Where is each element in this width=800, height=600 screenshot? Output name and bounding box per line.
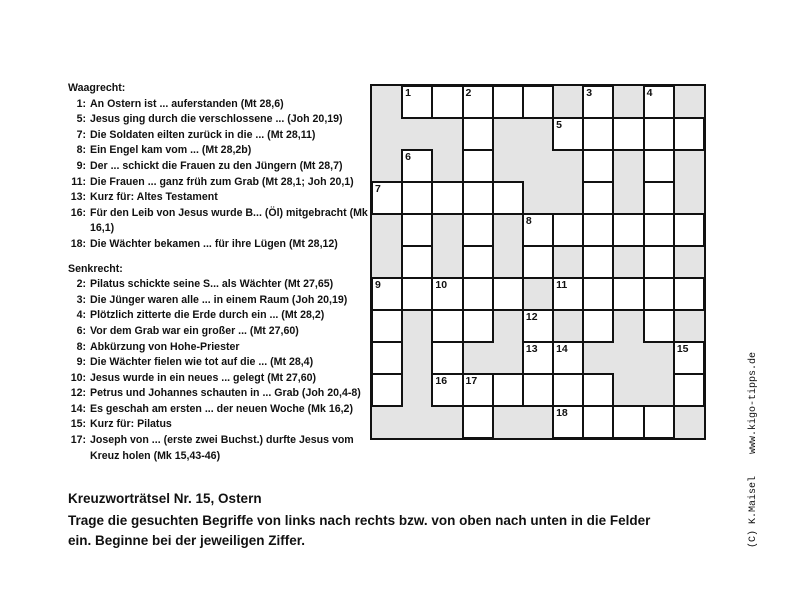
answer-cell[interactable] — [432, 182, 462, 214]
answer-cell[interactable] — [523, 246, 553, 278]
clue-item — [68, 206, 368, 237]
answer-cell[interactable] — [372, 278, 402, 310]
answer-cell[interactable] — [674, 342, 704, 374]
answer-cell[interactable] — [613, 406, 643, 438]
clue-text: Jesus ging durch die verschlossene ... (Joh 20,19) — [90, 113, 343, 126]
answer-cell[interactable] — [553, 406, 583, 438]
blocked-cell — [523, 118, 553, 150]
blocked-cell — [553, 86, 583, 118]
down-clues — [68, 277, 368, 464]
clue-text: Vor dem Grab war ein großer ... (Mt 27,60) — [90, 324, 299, 337]
clue-text: An Ostern ist ... auferstanden (Mt 28,6) — [90, 97, 284, 110]
blocked-cell — [613, 374, 643, 406]
clue-text: Joseph von ... (erste zwei Buchst.) durfte Jesus vom Kreuz holen (Mk 15,43-46) — [90, 434, 354, 462]
clue-text: Kurz für: Altes Testament — [90, 191, 218, 204]
answer-cell[interactable] — [644, 118, 674, 150]
blocked-cell — [372, 118, 402, 150]
clue-text: Jesus wurde in ein neues ... gelegt (Mt 27,60) — [90, 371, 317, 384]
answer-cell[interactable] — [553, 214, 583, 246]
blocked-cell — [553, 182, 583, 214]
answer-cell[interactable] — [613, 214, 643, 246]
clue-number: 2: — [76, 278, 86, 291]
answer-cell[interactable] — [523, 374, 553, 406]
answer-cell[interactable] — [583, 118, 613, 150]
clue-item — [68, 159, 368, 175]
clue-item — [68, 143, 368, 159]
answer-cell[interactable] — [583, 182, 613, 214]
answer-cell[interactable] — [583, 310, 613, 342]
blocked-cell — [493, 406, 523, 438]
clue-text: Petrus und Johannes schauten in ... Grab (Joh 20,4-8) — [90, 387, 361, 400]
blocked-cell — [674, 246, 704, 278]
blocked-cell — [674, 86, 704, 118]
answer-cell[interactable] — [613, 278, 643, 310]
blocked-cell — [402, 374, 432, 406]
clue-number: 17: — [70, 434, 86, 447]
answer-cell[interactable] — [583, 214, 613, 246]
blocked-cell — [583, 342, 613, 374]
clue-item — [68, 175, 368, 191]
blocked-cell — [432, 246, 462, 278]
blocked-cell — [493, 118, 523, 150]
answer-cell[interactable] — [463, 86, 493, 118]
blocked-cell — [613, 310, 643, 342]
clue-text: Die Jünger waren alle ... in einem Raum (Joh 20,19) — [90, 293, 348, 306]
blocked-cell — [553, 310, 583, 342]
cell-number: 2 — [465, 87, 472, 99]
clue-list — [68, 81, 368, 464]
clue-item — [68, 190, 368, 206]
clue-item — [68, 417, 368, 433]
answer-cell[interactable] — [493, 278, 523, 310]
answer-cell[interactable] — [402, 182, 432, 214]
answer-cell[interactable] — [644, 182, 674, 214]
clue-item — [68, 386, 368, 402]
blocked-cell — [493, 246, 523, 278]
cell-number: 9 — [375, 279, 381, 291]
answer-cell[interactable] — [372, 182, 402, 214]
answer-cell[interactable] — [583, 374, 613, 406]
blocked-cell — [553, 150, 583, 182]
answer-cell[interactable] — [644, 86, 674, 118]
clue-number: 6: — [76, 324, 86, 337]
clue-text: Die Wächter fielen wie tot auf die ... (Mt 28,4) — [90, 356, 314, 369]
blocked-cell — [523, 150, 553, 182]
clue-text: Kurz für: Pilatus — [90, 418, 172, 431]
clue-number: 16: — [70, 206, 86, 219]
clue-number: 5: — [76, 113, 86, 126]
clue-text: Pilatus schickte seine S... als Wächter (Mt 27,65) — [90, 278, 334, 291]
blocked-cell — [402, 342, 432, 374]
clue-number: 4: — [76, 309, 86, 322]
answer-cell[interactable] — [402, 214, 432, 246]
answer-cell[interactable] — [644, 406, 674, 438]
blocked-cell — [432, 406, 462, 438]
cell-number: 18 — [556, 407, 568, 419]
answer-cell[interactable] — [372, 310, 402, 342]
clue-text: Abkürzung von Hohe-Priester — [90, 340, 240, 353]
answer-cell[interactable] — [463, 150, 493, 182]
answer-cell[interactable] — [432, 342, 462, 374]
clue-text: Plötzlich zitterte die Erde durch ein ... (Mt 28,2) — [90, 309, 325, 322]
clue-item — [68, 402, 368, 418]
cell-number: 6 — [405, 151, 412, 163]
answer-cell[interactable] — [402, 278, 432, 310]
cell-number: 12 — [525, 311, 538, 323]
clue-number: 13: — [70, 191, 86, 204]
crossword-grid — [370, 84, 706, 440]
answer-cell[interactable] — [553, 374, 583, 406]
answer-cell[interactable] — [644, 214, 674, 246]
author-credit: (C) K.Maisel — [748, 475, 759, 548]
blocked-cell — [674, 182, 704, 214]
blocked-cell — [674, 310, 704, 342]
blocked-cell — [372, 246, 402, 278]
answer-cell[interactable] — [644, 150, 674, 182]
clue-text: Ein Engel kam vom ... (Mt 28,2b) — [90, 144, 252, 157]
answer-cell[interactable] — [432, 278, 462, 310]
blocked-cell — [372, 406, 402, 438]
across-clues — [68, 97, 368, 253]
clue-number: 18: — [70, 237, 86, 250]
answer-cell[interactable] — [432, 310, 462, 342]
blocked-cell — [372, 214, 402, 246]
clue-number: 15: — [70, 418, 86, 431]
cell-number: 5 — [556, 119, 562, 131]
answer-cell[interactable] — [463, 406, 493, 438]
website-credit: www.kigo-tipps.de — [748, 351, 759, 454]
blocked-cell — [463, 342, 493, 374]
clue-number: 9: — [76, 159, 86, 172]
clue-item — [68, 371, 368, 387]
answer-cell[interactable] — [583, 86, 613, 118]
answer-cell[interactable] — [553, 118, 583, 150]
answer-cell[interactable] — [583, 246, 613, 278]
answer-cell[interactable] — [463, 374, 493, 406]
instructions: Trage die gesuchten Begriffe von links nach rechts bzw. von oben nach unten in die Felder ein. Beginne bei der jeweiligen Ziffer. — [68, 513, 651, 548]
clue-number: 7: — [76, 128, 86, 141]
clue-number: 9: — [76, 356, 86, 369]
blocked-cell — [674, 406, 704, 438]
answer-cell[interactable] — [432, 374, 462, 406]
clue-number: 12: — [70, 387, 86, 400]
blocked-cell — [613, 86, 643, 118]
answer-cell[interactable] — [463, 246, 493, 278]
answer-cell[interactable] — [644, 310, 674, 342]
blocked-cell — [493, 214, 523, 246]
answer-cell[interactable] — [402, 246, 432, 278]
answer-cell[interactable] — [674, 374, 704, 406]
blocked-cell — [493, 310, 523, 342]
blocked-cell — [372, 150, 402, 182]
answer-cell[interactable] — [553, 278, 583, 310]
clue-item — [68, 293, 368, 309]
clue-item — [68, 308, 368, 324]
answer-cell[interactable] — [674, 214, 704, 246]
clue-item — [68, 277, 368, 293]
blocked-cell — [613, 150, 643, 182]
cell-number: 3 — [586, 87, 593, 99]
answer-cell[interactable] — [583, 150, 613, 182]
blocked-cell — [493, 342, 523, 374]
blocked-cell — [523, 406, 553, 438]
blocked-cell — [553, 246, 583, 278]
clue-number: 14: — [70, 402, 86, 415]
cell-number: 10 — [435, 279, 448, 291]
blocked-cell — [402, 118, 432, 150]
clue-item — [68, 355, 368, 371]
clue-number: 8: — [76, 144, 86, 157]
blocked-cell — [493, 150, 523, 182]
answer-cell[interactable] — [644, 246, 674, 278]
answer-cell[interactable] — [372, 342, 402, 374]
blocked-cell — [613, 246, 643, 278]
answer-cell[interactable] — [523, 310, 553, 342]
cell-number: 14 — [556, 343, 568, 355]
clue-number: 10: — [70, 371, 86, 384]
answer-cell[interactable] — [523, 214, 553, 246]
blocked-cell — [372, 86, 402, 118]
answer-cell[interactable] — [493, 374, 523, 406]
answer-cell[interactable] — [553, 342, 583, 374]
answer-cell[interactable] — [644, 278, 674, 310]
blocked-cell — [523, 182, 553, 214]
clue-number: 3: — [76, 293, 86, 306]
clue-item — [68, 112, 368, 128]
answer-cell[interactable] — [402, 150, 432, 182]
blocked-cell — [402, 406, 432, 438]
answer-cell[interactable] — [402, 86, 432, 118]
cell-number: 7 — [375, 183, 381, 195]
cell-number: 11 — [556, 279, 568, 291]
answer-cell[interactable] — [493, 182, 523, 214]
answer-cell[interactable] — [493, 86, 523, 118]
credit-line — [748, 336, 759, 548]
blocked-cell — [644, 374, 674, 406]
puzzle-title: Kreuzworträtsel Nr. 15, Ostern — [68, 491, 262, 506]
cell-number: 15 — [676, 343, 689, 355]
clue-text: Die Wächter bekamen ... für ihre Lügen (Mt 28,12) — [90, 237, 338, 250]
clue-text: Für den Leib von Jesus wurde B... (Öl) mitgebracht (Mk 16,1) — [90, 206, 368, 235]
blocked-cell — [523, 278, 553, 310]
clue-item — [68, 237, 368, 253]
down-heading: Senkrecht: — [68, 262, 123, 275]
cell-number: 4 — [646, 87, 653, 99]
clue-number: 11: — [71, 175, 86, 188]
answer-cell[interactable] — [583, 406, 613, 438]
clue-text: Der ... schickt die Frauen zu den Jüngern (Mt 28,7) — [90, 159, 343, 172]
answer-cell[interactable] — [463, 182, 493, 214]
cell-number: 8 — [525, 215, 532, 227]
blocked-cell — [432, 150, 462, 182]
blocked-cell — [432, 118, 462, 150]
answer-cell[interactable] — [523, 342, 553, 374]
blocked-cell — [613, 342, 643, 374]
blocked-cell — [644, 342, 674, 374]
clue-text: Die Frauen ... ganz früh zum Grab (Mt 28,1; Joh 20,1) — [90, 175, 354, 188]
answer-cell[interactable] — [583, 278, 613, 310]
answer-cell[interactable] — [674, 278, 704, 310]
answer-cell[interactable] — [463, 214, 493, 246]
clue-item — [68, 128, 368, 144]
answer-cell[interactable] — [674, 118, 704, 150]
blocked-cell — [613, 182, 643, 214]
clue-item — [68, 97, 368, 113]
clue-number: 8: — [76, 340, 86, 353]
blocked-cell — [674, 150, 704, 182]
answer-cell[interactable] — [523, 86, 553, 118]
cell-number: 1 — [405, 87, 412, 99]
answer-cell[interactable] — [432, 86, 462, 118]
blocked-cell — [402, 310, 432, 342]
cell-number: 17 — [465, 375, 478, 387]
answer-cell[interactable] — [372, 374, 402, 406]
clue-item — [68, 340, 368, 356]
blocked-cell — [432, 214, 462, 246]
answer-cell[interactable] — [613, 118, 643, 150]
cell-number: 13 — [525, 343, 538, 355]
clue-text: Die Soldaten eilten zurück in die ... (Mt 28,11) — [90, 128, 316, 141]
cell-number: 16 — [435, 375, 448, 387]
answer-cell[interactable] — [463, 310, 493, 342]
across-heading: Waagrecht: — [68, 82, 126, 94]
clue-item — [68, 324, 368, 340]
clue-number: 1: — [76, 97, 86, 110]
answer-cell[interactable] — [463, 118, 493, 150]
clue-text: Es geschah am ersten ... der neuen Woche (Mk 16,2) — [90, 402, 353, 415]
answer-cell[interactable] — [463, 278, 493, 310]
clue-item — [68, 433, 368, 464]
